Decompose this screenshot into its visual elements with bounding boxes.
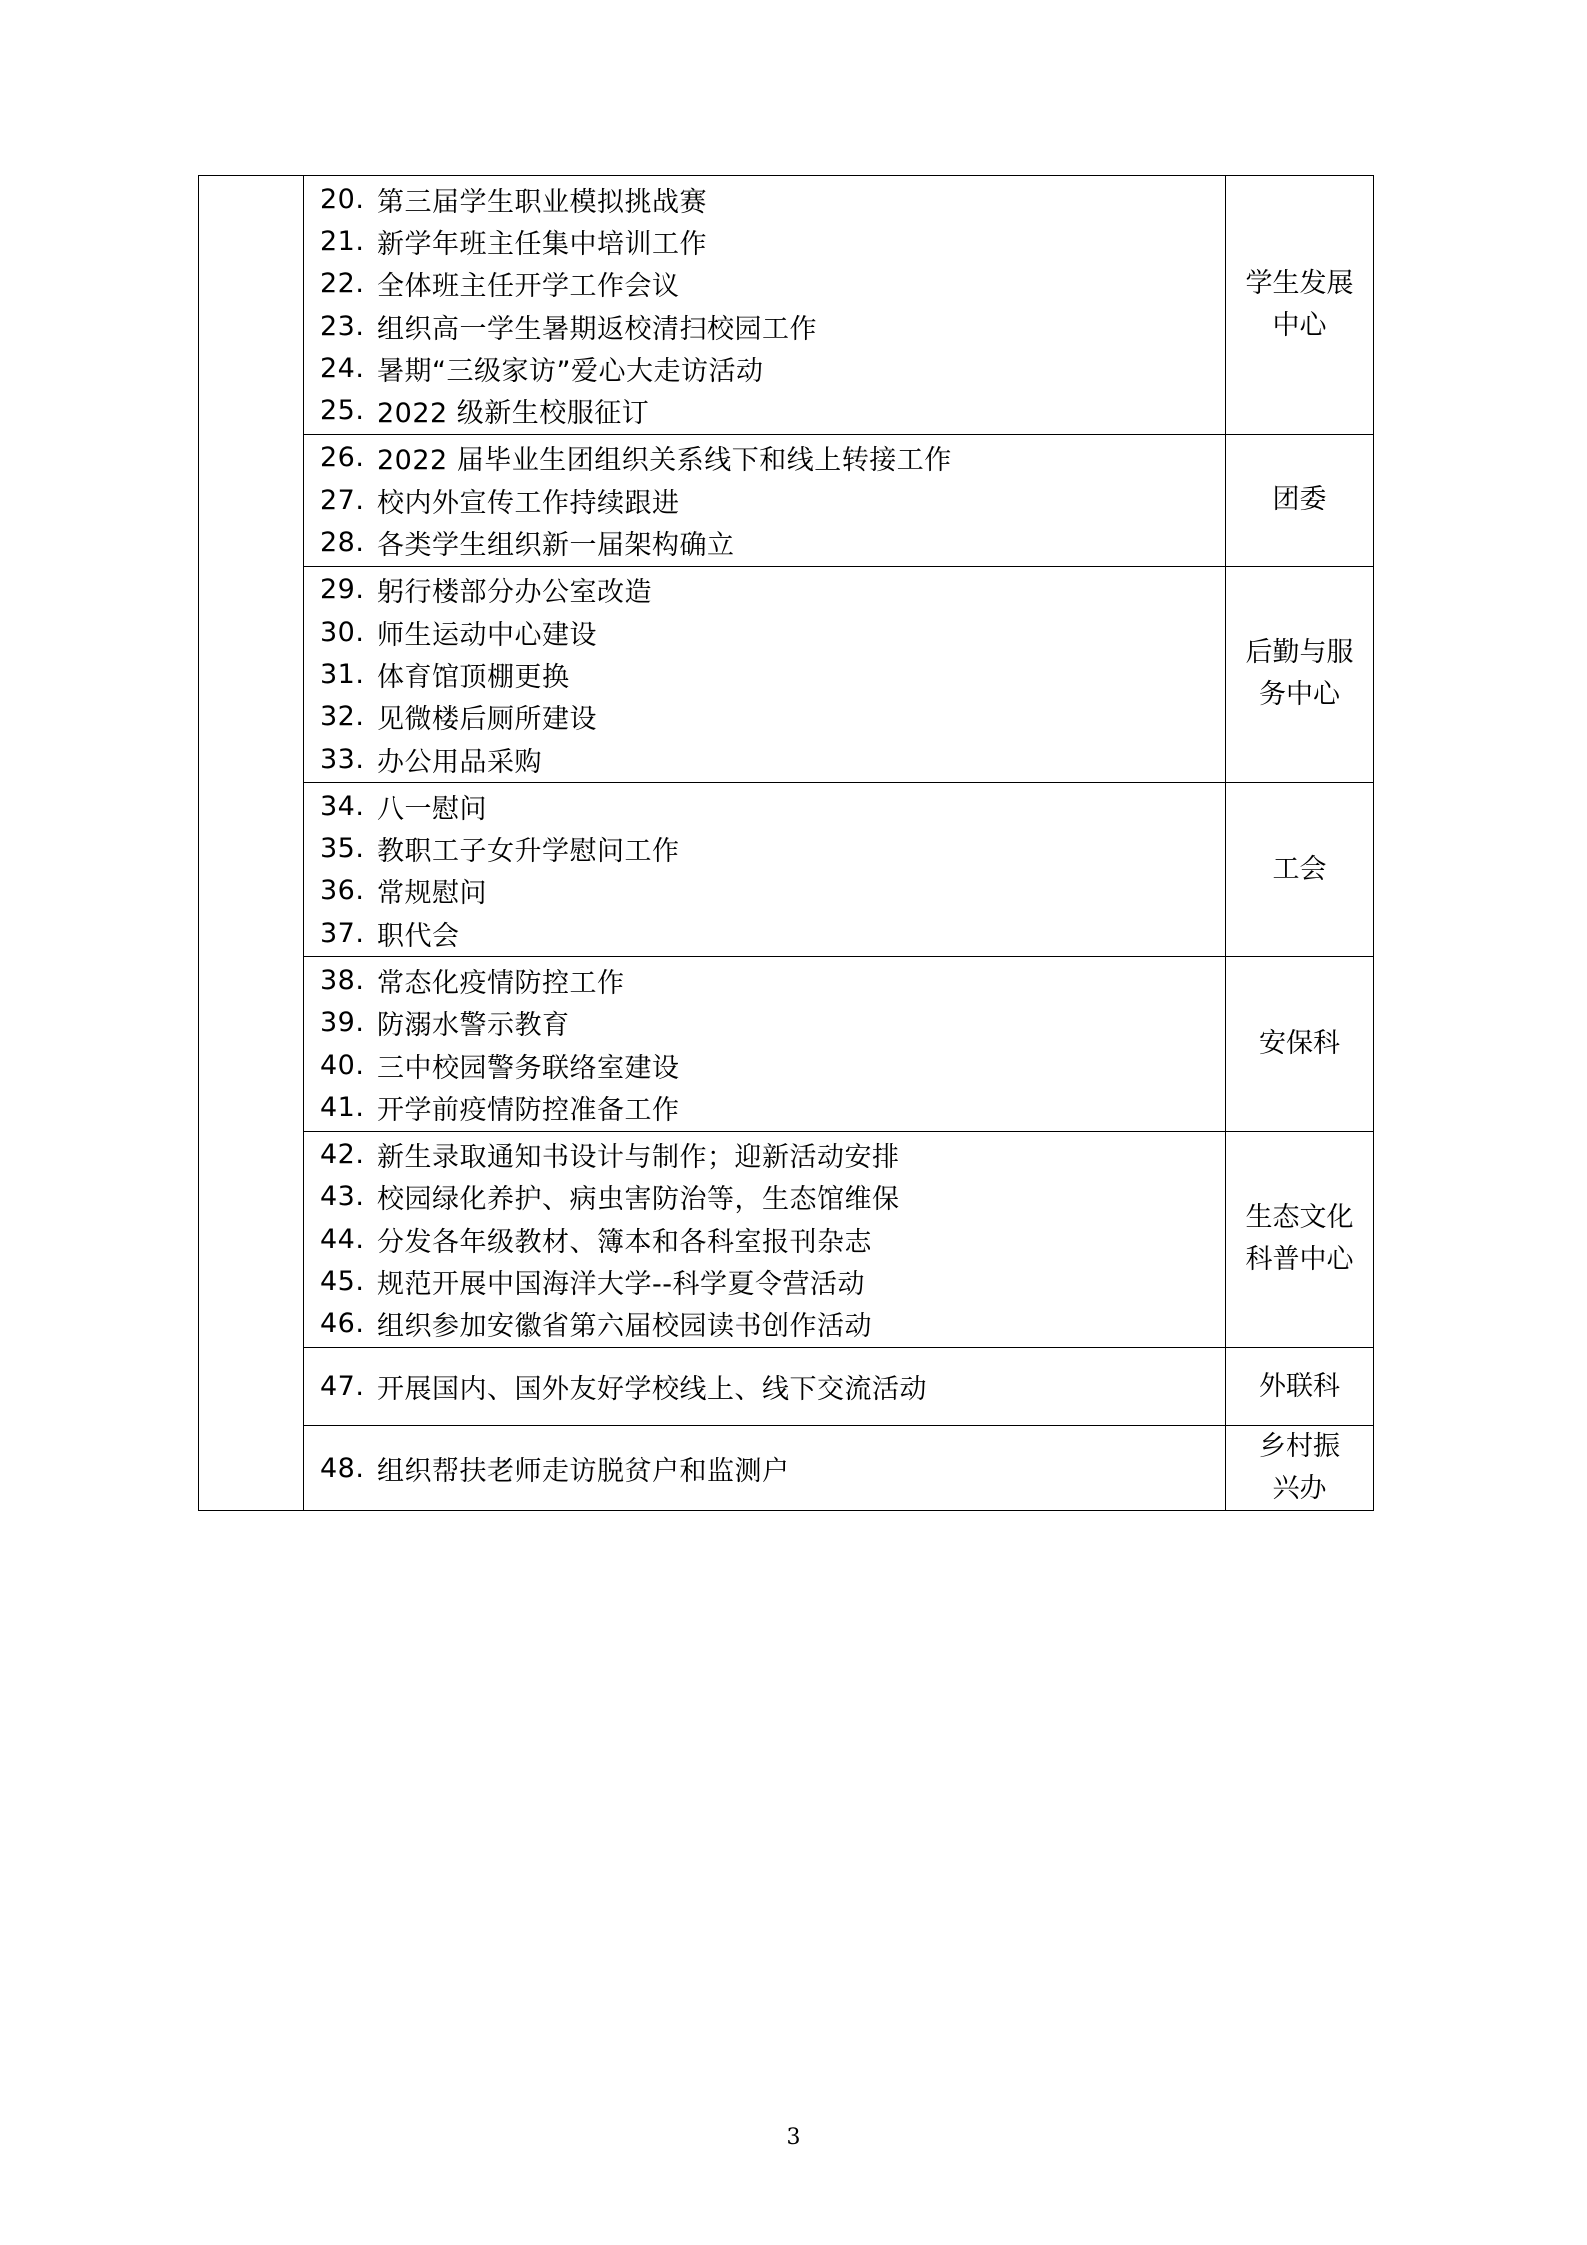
table-row — [199, 957, 1374, 1131]
item-number: 33. — [320, 743, 365, 775]
list-item — [320, 1176, 1225, 1218]
list-item — [320, 220, 1225, 262]
list-item — [320, 959, 1225, 1001]
list-item — [320, 389, 1225, 431]
item-number: 25. — [320, 395, 365, 427]
item-number: 32. — [320, 701, 365, 733]
item-number: 35. — [320, 833, 365, 865]
department-cell: 乡村振 兴办 — [1226, 1426, 1374, 1511]
item-text: 新学年班主任集中培训工作 — [377, 228, 707, 260]
list-item — [320, 569, 1225, 611]
item-text: 常态化疫情防控工作 — [377, 967, 625, 999]
item-text: 2022 届毕业生团组织关系线下和线上转接工作 — [377, 445, 952, 477]
table-row — [199, 1348, 1374, 1426]
items-cell — [304, 566, 1226, 782]
items-cell — [304, 176, 1226, 435]
items-cell — [304, 1131, 1226, 1347]
page-number: 3 — [786, 2125, 801, 2150]
item-number: 39. — [320, 1007, 365, 1039]
item-number: 45. — [320, 1266, 365, 1298]
item-number: 34. — [320, 790, 365, 822]
items-cell — [304, 1426, 1226, 1511]
item-text: 2022 级新生校服征订 — [377, 398, 650, 430]
item-text: 组织参加安徽省第六届校园读书创作活动 — [377, 1311, 872, 1343]
item-text: 教职工子女升学慰问工作 — [377, 836, 680, 868]
item-text: 规范开展中国海洋大学--科学夏令营活动 — [377, 1269, 865, 1301]
item-number: 41. — [320, 1091, 365, 1123]
item-number: 47. — [320, 1371, 365, 1402]
item-number: 48. — [320, 1452, 365, 1484]
list-item — [320, 1447, 1225, 1489]
list-item — [320, 912, 1225, 954]
list-item — [320, 785, 1225, 827]
item-text: 职代会 — [377, 920, 460, 952]
item-text: 组织帮扶老师走访脱贫户和监测户 — [377, 1455, 790, 1487]
item-text: 常规慰问 — [377, 878, 487, 910]
items-cell — [304, 783, 1226, 957]
list-item — [320, 263, 1225, 305]
item-text: 第三届学生职业模拟挑战赛 — [377, 186, 707, 218]
list-item — [320, 305, 1225, 347]
items-cell — [304, 957, 1226, 1131]
item-text: 开学前疫情防控准备工作 — [377, 1094, 680, 1126]
list-item — [320, 1303, 1225, 1345]
list-item — [320, 870, 1225, 912]
list-item — [320, 1365, 1225, 1407]
list-item — [320, 738, 1225, 780]
item-number: 40. — [320, 1049, 365, 1081]
item-text: 分发各年级教材、簿本和各科室报刊杂志 — [377, 1226, 872, 1258]
item-text: 各类学生组织新一届架构确立 — [377, 530, 735, 562]
item-number: 46. — [320, 1308, 365, 1340]
list-item — [320, 696, 1225, 738]
item-text: 见微楼后厕所建设 — [377, 704, 597, 736]
table-row — [199, 566, 1374, 782]
list-item — [320, 611, 1225, 653]
item-number: 30. — [320, 616, 365, 648]
item-number: 38. — [320, 964, 365, 996]
item-number: 28. — [320, 527, 365, 559]
item-number: 20. — [320, 183, 365, 215]
list-item — [320, 1002, 1225, 1044]
item-text: 三中校园警务联络室建设 — [377, 1052, 680, 1084]
list-item — [320, 178, 1225, 220]
item-text: 组织高一学生暑期返校清扫校园工作 — [377, 313, 817, 345]
department-cell: 工会 — [1226, 783, 1374, 957]
item-number: 26. — [320, 442, 365, 474]
department-cell: 安保科 — [1226, 957, 1374, 1131]
department-cell: 学生发展 中心 — [1226, 176, 1374, 435]
item-number: 23. — [320, 310, 365, 342]
list-item — [320, 1260, 1225, 1302]
item-number: 29. — [320, 574, 365, 606]
department-cell: 生态文化 科普中心 — [1226, 1131, 1374, 1347]
table-row — [199, 176, 1374, 435]
list-item — [320, 827, 1225, 869]
item-text: 全体班主任开学工作会议 — [377, 271, 680, 303]
item-text: 暑期“三级家访”爱心大走访活动 — [377, 355, 764, 387]
table-row — [199, 783, 1374, 957]
item-number: 37. — [320, 917, 365, 949]
item-text: 开展国内、国外友好学校线上、线下交流活动 — [377, 1374, 927, 1405]
items-cell — [304, 1348, 1226, 1426]
item-text: 防溺水警示教育 — [377, 1010, 570, 1042]
list-item — [320, 479, 1225, 521]
department-cell: 后勤与服 务中心 — [1226, 566, 1374, 782]
work-plan-table — [198, 175, 1374, 1511]
item-text: 躬行楼部分办公室改造 — [377, 577, 652, 609]
table-row — [199, 1426, 1374, 1511]
list-item — [320, 437, 1225, 479]
department-cell: 外联科 — [1226, 1348, 1374, 1426]
list-item — [320, 1086, 1225, 1128]
item-number: 36. — [320, 875, 365, 907]
item-number: 24. — [320, 352, 365, 384]
item-text: 校园绿化养护、病虫害防治等，生态馆维保 — [377, 1184, 900, 1216]
item-number: 27. — [320, 484, 365, 516]
item-text: 师生运动中心建设 — [377, 619, 597, 651]
list-item — [320, 1218, 1225, 1260]
list-item — [320, 1134, 1225, 1176]
table-row — [199, 434, 1374, 566]
item-text: 八一慰问 — [377, 793, 487, 825]
table-row — [199, 1131, 1374, 1347]
list-item — [320, 653, 1225, 695]
item-text: 新生录取通知书设计与制作；迎新活动安排 — [377, 1142, 900, 1174]
items-cell — [304, 434, 1226, 566]
category-cell — [199, 176, 304, 1511]
item-text: 校内外宣传工作持续跟进 — [377, 487, 680, 519]
item-number: 22. — [320, 268, 365, 300]
item-number: 31. — [320, 658, 365, 690]
list-item — [320, 347, 1225, 389]
list-item — [320, 1044, 1225, 1086]
item-number: 21. — [320, 225, 365, 257]
item-number: 44. — [320, 1223, 365, 1255]
department-cell: 团委 — [1226, 434, 1374, 566]
table-body — [199, 176, 1374, 1511]
item-text: 办公用品采购 — [377, 746, 542, 778]
item-number: 42. — [320, 1139, 365, 1171]
item-text: 体育馆顶棚更换 — [377, 661, 570, 693]
list-item — [320, 521, 1225, 563]
item-number: 43. — [320, 1181, 365, 1213]
